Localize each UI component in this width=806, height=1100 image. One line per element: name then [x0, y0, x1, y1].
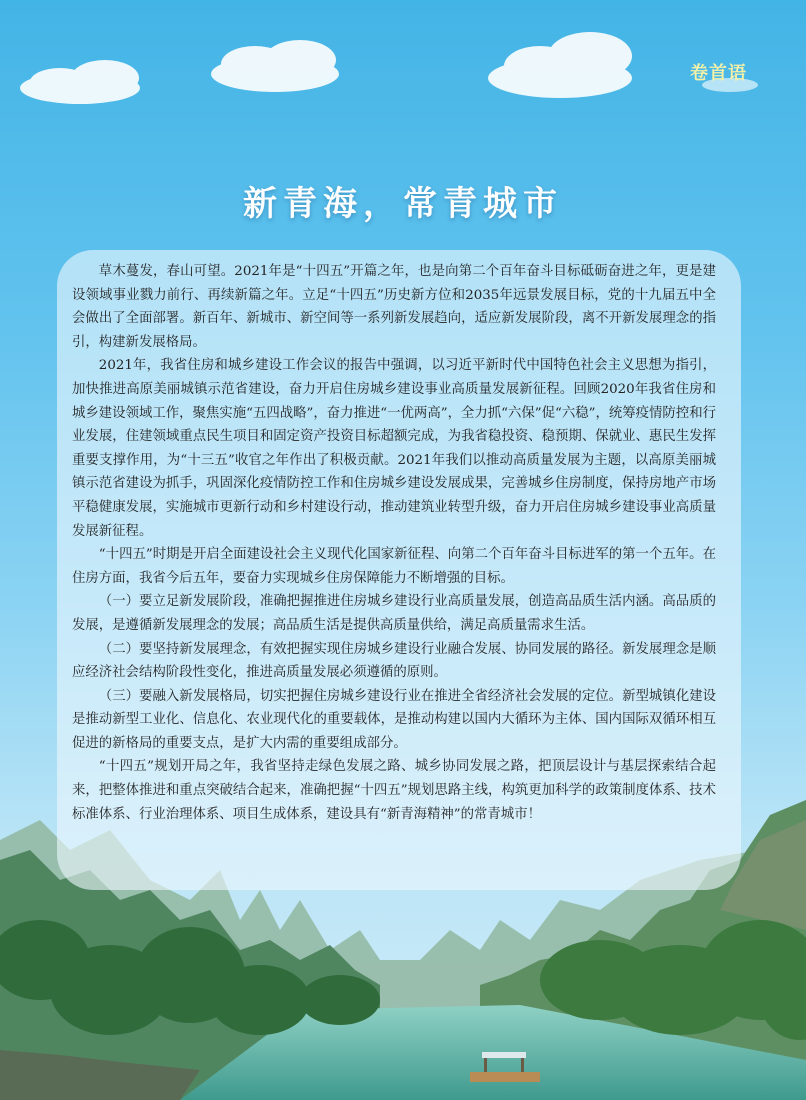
paragraph: “十四五”规划开局之年，我省坚持走绿色发展之路、城乡协同发展之路，把顶层设计与基层探索结合起来，把整体推进和重点突破结合起来，准确把握“十四五”规划思路主线，构筑更加科学的政策制度体系、技术标准体系、行业治理体系、项目生成体系，建设具有“新青海精神”的常青城市！	[72, 759, 716, 822]
paragraph: （一）要立足新发展阶段，准确把握推进住房城乡建设行业高质量发展，创造高品质生活内涵。高品质的发展，是遵循新发展理念的发展；高品质生活是提供高质量供给，满足高质量需求生活。	[72, 594, 716, 633]
cloud-right	[488, 32, 632, 98]
article-body	[72, 260, 716, 826]
paragraph: 2021年，我省住房和城乡建设工作会议的报告中强调，以习近平新时代中国特色社会主义思想为指引，加快推进高原美丽城镇示范省建设，奋力开启住房城乡建设事业高质量发展新征程。回顾2020年我省住房和城乡建设领域工作，聚焦实施“五四战略”，奋力推进“一优两高”，全力抓“六保”促“六稳”，统筹疫情防控和行业发展，住建领域重点民生项目和固定资产投资目标超额完成，为我省稳投资、稳预期、保就业、惠民生发挥重要支撑作用，为“十三五”收官之年作出了积极贡献。2021年我们以推动高质量发展为主题，以高原美丽城镇示范省建设为抓手，巩固深化疫情防控工作和住房城乡建设发展成果，完善城乡住房制度，保持房地产市场平稳健康发展，实施城市更新行动和乡村建设行动，推动建筑业转型升级，奋力开启住房城乡建设事业高质量发展新征程。	[72, 358, 716, 539]
paragraph: “十四五”时期是开启全面建设社会主义现代化国家新征程、向第二个百年奋斗目标进军的第一个五年。在住房方面，我省今后五年，要奋力实现城乡住房保障能力不断增强的目标。	[72, 547, 716, 586]
cloud-center	[211, 40, 339, 92]
article-title: 新青海，常青城市	[243, 184, 563, 224]
paragraph: （三）要融入新发展格局，切实把握住房城乡建设行业在推进全省经济社会发展的定位。新型城镇化建设是推动新型工业化、信息化、农业现代化的重要载体，是推动构建以国内大循环为主体、国内国际双循环相互促进的新格局的重要支点，是扩大内需的重要组成部分。	[72, 688, 716, 751]
cloud-left	[20, 60, 140, 104]
section-label: 卷首语	[690, 63, 747, 84]
paragraph: （二）要坚持新发展理念，有效把握实现住房城乡建设行业融合发展、协同发展的路径。新发展理念是顺应经济社会结构阶段性变化，推进高质量发展必须遵循的原则。	[72, 641, 716, 681]
paragraph: 草木蔓发，春山可望。2021年是“十四五”开篇之年，也是向第二个百年奋斗目标砥砺奋进之年，更是建设领域事业戮力前行、再续新篇之年。立足“十四五”历史新方位和2035年远景发展目标，党的十九届五中全会做出了全面部署。新百年、新城市、新空间等一系列新发展趋向，适应新发展阶段，离不开新发展理念的指引，构建新发展格局。	[72, 264, 716, 350]
